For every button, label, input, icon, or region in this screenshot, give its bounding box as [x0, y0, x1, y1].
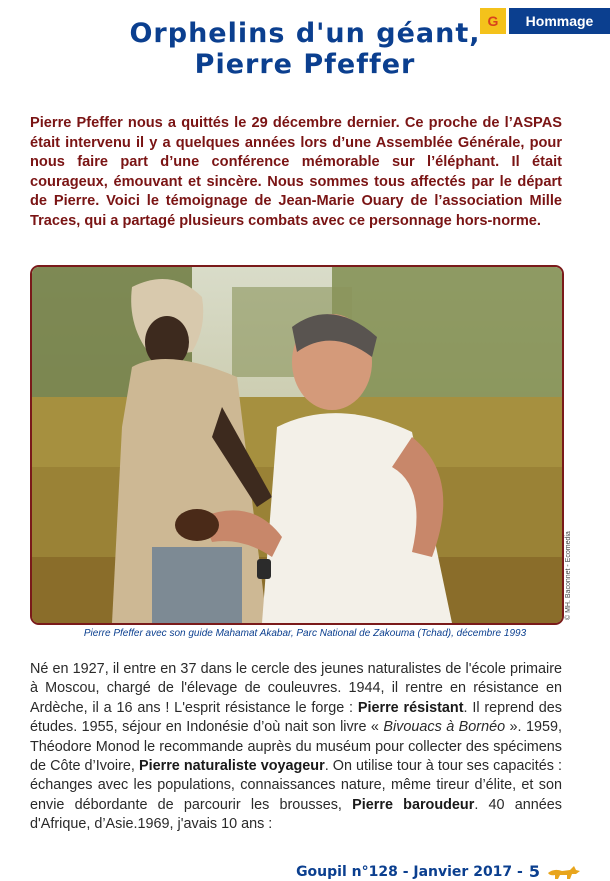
photo-caption: Pierre Pfeffer avec son guide Mahamat Akabar, Parc National de Zakouma (Tchad), décembre 1993	[83, 628, 527, 639]
section-letter: G	[480, 8, 506, 34]
body-bold-1: Pierre résistant	[357, 699, 464, 716]
title-line-2: Pierre Pfeffer	[194, 49, 416, 80]
page-footer	[296, 862, 582, 881]
article-photo	[30, 265, 564, 625]
photo-illustration	[32, 267, 562, 623]
photo-credit: © MH. Baconnet - Ecomedia	[565, 531, 572, 620]
body-text-2: . Il reprend des études. 1955, séjour en Indonésie d’où nait son livre «	[30, 699, 562, 736]
intro-paragraph: Pierre Pfeffer nous a quittés le 29 décembre dernier. Ce proche de l’ASPAS était intervenu il y a quelques années lors d’une Assemblée Générale, pour nous faire part d’une conférence mémorable sur l’éléphant. Il était courageux, émouvant et sincère. Nous sommes tous affectés par le départ de Pierre. Voici le témoignage de Jean-Marie Ouary de l’association Mille Traces, qui a partagé plusieurs combats avec ce personnage hors-norme.	[30, 115, 562, 229]
body-bold-2: Pierre naturaliste voyageur	[139, 758, 325, 775]
page-number: 5	[528, 862, 540, 881]
footer-issue: Goupil n°128 - Janvier 2017 -	[296, 863, 523, 880]
article-title	[0, 18, 610, 80]
book-title: Bivouacs à Bornéo	[383, 719, 506, 736]
body-text-4: . On utilise tour à tour ses capacités : échanges avec les populations, connaissances nature, même tireur d’élite, et son envie débordante de parcourir les brousses,	[30, 758, 562, 813]
body-text-1: Né en 1927, il entre en 37 dans le cercle des jeunes naturalistes de l'école primaire à Moscou, chargé de l'élevage de couleuvres. 1944, il rentre en résistance en Ardèche, il a 16 ans ! L'esprit résistance le forge :	[30, 661, 562, 716]
title-line-1: Orphelins d'un géant,	[129, 18, 481, 49]
body-text-5: . 40 années d'Afrique, d’Asie.1969, j'avais 10 ans :	[30, 796, 562, 833]
body-paragraph	[30, 660, 562, 835]
body-bold-3: Pierre baroudeur	[352, 796, 475, 813]
section-label: Hommage	[509, 8, 610, 34]
body-text-3: ». 1959, Théodore Monod le recommande auprès du muséum pour collecter des spécimens de Côte d’Ivoire,	[30, 719, 563, 775]
fox-icon	[546, 864, 582, 880]
